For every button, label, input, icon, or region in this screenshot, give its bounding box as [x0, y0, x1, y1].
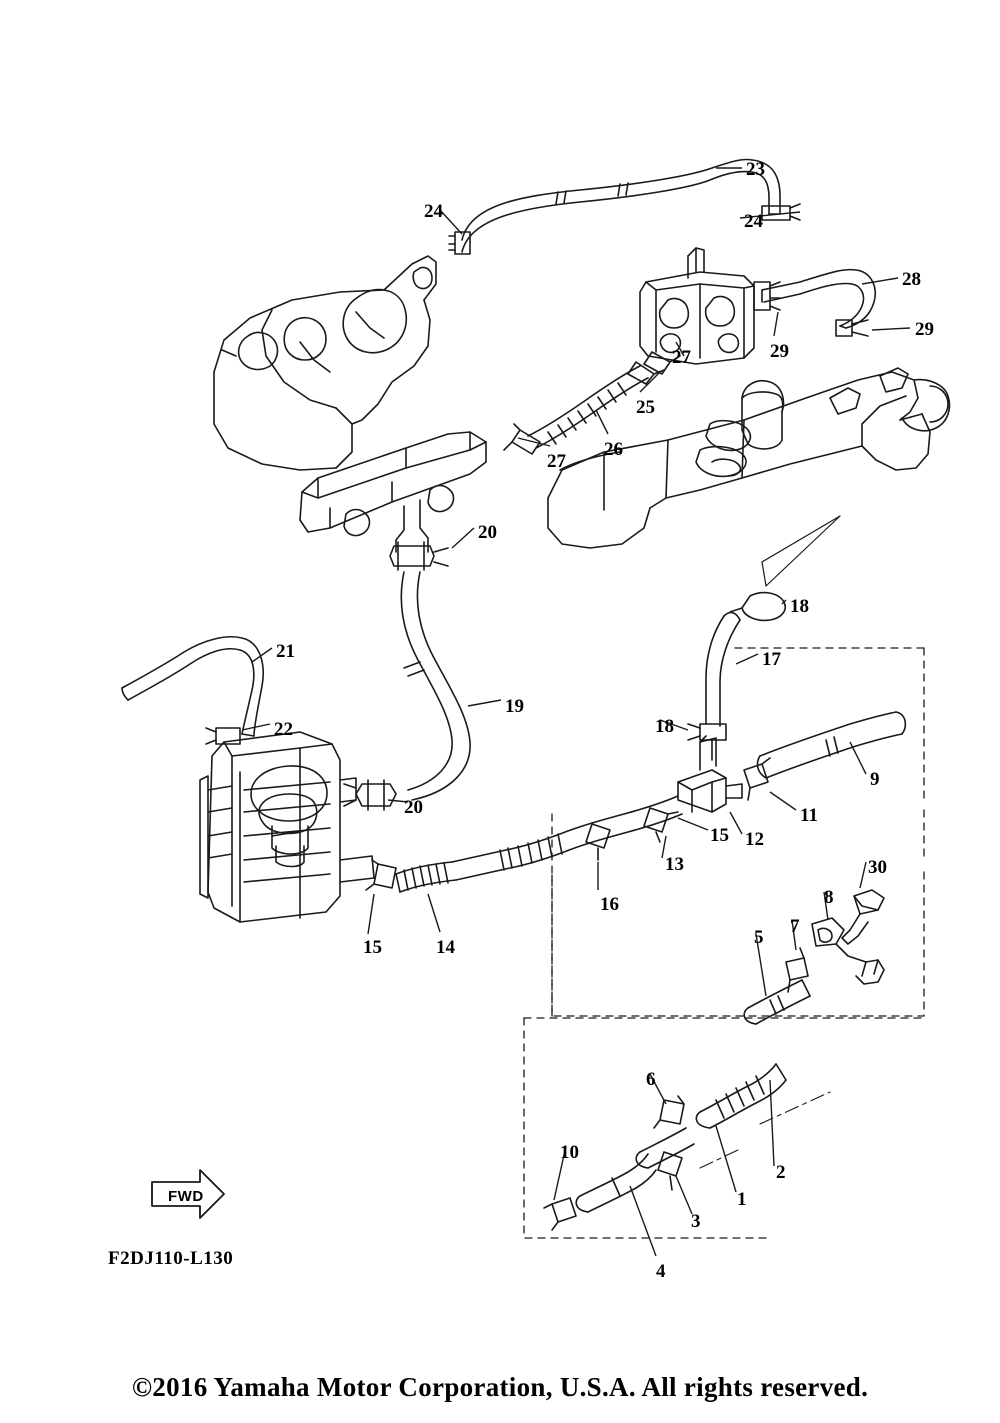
- callout-number-14: 14: [436, 937, 455, 958]
- callout-number-17: 17: [762, 649, 781, 670]
- fitting-20-lower: [344, 780, 396, 810]
- callout-number-15: 15: [710, 825, 729, 846]
- callout-number-25: 25: [636, 397, 655, 418]
- callout-number-18: 18: [655, 716, 674, 737]
- callout-number-29: 29: [915, 319, 934, 340]
- clamp-10: [544, 1198, 576, 1230]
- callout-number-15: 15: [363, 937, 382, 958]
- hose-23: [462, 159, 780, 252]
- callout-number-4: 4: [656, 1261, 666, 1282]
- callout-number-9: 9: [870, 769, 880, 790]
- tee-fitting-12: [678, 736, 742, 812]
- callout-number-30: 30: [868, 857, 887, 878]
- clamp-29-left: [754, 282, 780, 310]
- callout-number-24: 24: [424, 201, 443, 222]
- callout-number-13: 13: [665, 854, 684, 875]
- hose-4: [576, 1154, 656, 1212]
- hose-16-13: [452, 796, 682, 880]
- detail-box-lower: [524, 1018, 924, 1238]
- callout-number-28: 28: [902, 269, 921, 290]
- callout-number-23: 23: [746, 159, 765, 180]
- callout-number-8: 8: [824, 887, 834, 908]
- clamp-6: [654, 1096, 684, 1128]
- bolt-30: [842, 890, 884, 944]
- callout-number-5: 5: [754, 927, 764, 948]
- part-code-label: F2DJ110-L130: [108, 1248, 234, 1269]
- fitting-18-lower: [688, 724, 726, 760]
- callout-number-11: 11: [800, 805, 818, 826]
- fuel-pump-assembly: [200, 732, 374, 922]
- callout-number-7: 7: [790, 916, 800, 937]
- hose-26: [528, 366, 648, 448]
- hose-9: [758, 712, 906, 778]
- callout-number-20: 20: [478, 522, 497, 543]
- clamp-15-right: [644, 808, 678, 842]
- callout-number-10: 10: [560, 1142, 579, 1163]
- clamp-22: [206, 728, 240, 744]
- callout-number-18: 18: [790, 596, 809, 617]
- fwd-label: FWD: [168, 1188, 204, 1205]
- callout-number-20: 20: [404, 797, 423, 818]
- callout-number-21: 21: [276, 641, 295, 662]
- bracket-8: [812, 918, 884, 984]
- callout-number-6: 6: [646, 1069, 656, 1090]
- hose-21: [122, 637, 263, 736]
- callout-number-3: 3: [691, 1211, 701, 1232]
- callout-number-24: 24: [744, 211, 763, 232]
- callout-number-29: 29: [770, 341, 789, 362]
- callout-number-26: 26: [604, 439, 623, 460]
- hose-19: [401, 572, 470, 800]
- callout-number-16: 16: [600, 894, 619, 915]
- callout-number-2: 2: [776, 1162, 786, 1183]
- hose-28: [762, 270, 875, 328]
- callout-number-12: 12: [745, 829, 764, 850]
- hose-17: [706, 613, 740, 726]
- copyright-notice: ©2016 Yamaha Motor Corporation, U.S.A. All rights reserved.: [131, 1372, 869, 1402]
- hose-1: [636, 1128, 694, 1168]
- clamp-24-left: [449, 232, 470, 254]
- centerlines: [700, 1092, 830, 1168]
- hose-14: [396, 862, 456, 892]
- clamp-29-right: [836, 320, 868, 336]
- callout-number-27: 27: [547, 451, 566, 472]
- callout-number-1: 1: [737, 1189, 747, 1210]
- valve-bracket: [640, 248, 754, 364]
- detail-box: [552, 648, 924, 1016]
- clamp-15-left: [366, 860, 396, 890]
- intake-manifold: [214, 256, 486, 552]
- clamp-16: [586, 824, 610, 860]
- callout-number-22: 22: [274, 719, 293, 740]
- callout-number-27: 27: [672, 347, 691, 368]
- callout-number-19: 19: [505, 696, 524, 717]
- leader-lines-manifold: [762, 516, 840, 586]
- fitting-20-upper: [390, 542, 448, 570]
- callout-leaders: [242, 168, 910, 1256]
